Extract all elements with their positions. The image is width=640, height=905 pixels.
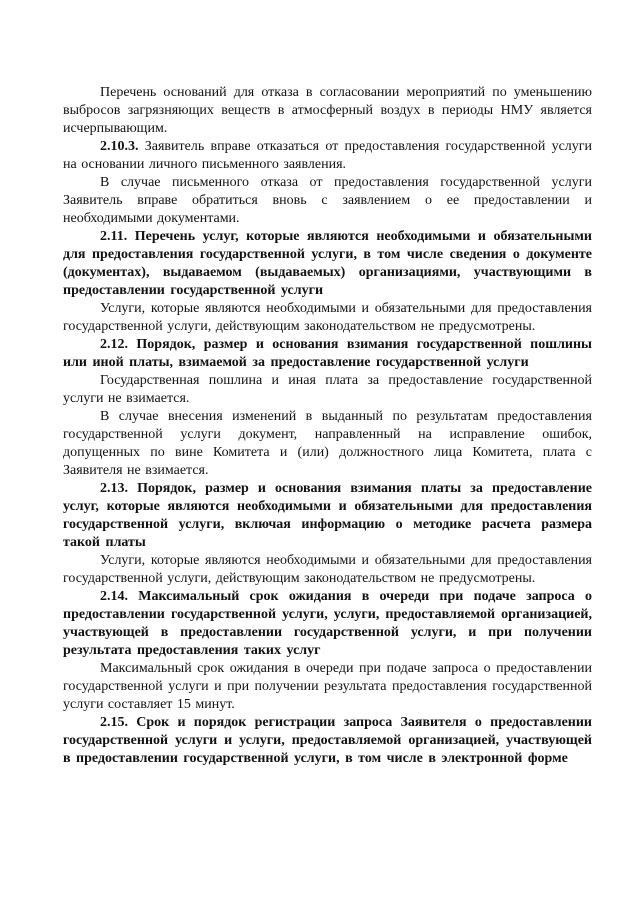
- heading-2-13: 2.13. Порядок, размер и основания взимания платы за предоставление услуг, которые являются необходимыми и обязательными для предоставления государственной услуги, включая информацию о методике расчета размера такой платы: [63, 481, 592, 550]
- paragraph-corrections-no-fee: В случае внесения изменений в выданный по результатам предоставления государственной услуги документ, направленный на исправление ошибок, допущенных по вине Комитета и (или) должностного лица Комитета, плата с Заявителя не взимается.: [63, 409, 592, 478]
- clause-2-10-3-number: 2.10.3.: [100, 139, 139, 154]
- heading-2-15: 2.15. Срок и порядок регистрации запроса Заявителя о предоставлении государственной услуги и услуги, предоставляемой организацией, участвующей в предоставлении государственной услуги, в том числе в электронной форме: [63, 715, 592, 766]
- paragraph-no-state-fee: Государственная пошлина и иная плата за предоставление государственной услуги не взимается.: [63, 373, 592, 406]
- heading-2-11: 2.11. Перечень услуг, которые являются необходимыми и обязательными для предоставления государственной услуги, в том числе сведения о документе (документах), выдаваемом (выдаваемых) организациями, участвующими в предоставлении государственной услуги: [63, 229, 592, 298]
- paragraph-nmu-refusal-grounds: Перечень оснований для отказа в согласовании мероприятий по уменьшению выбросов загрязняющих веществ в атмосферный воздух в периоды НМУ является исчерпывающим.: [63, 85, 592, 136]
- paragraph-repeat-application: В случае письменного отказа от предоставления государственной услуги Заявитель вправе обратиться вновь с заявлением о ее предоставлении и необходимыми документами.: [63, 175, 592, 226]
- heading-2-14: 2.14. Максимальный срок ожидания в очереди при подаче запроса о предоставлении государственной услуги, услуги, предоставляемой организацией, участвующей в предоставлении государственной услуги, и при получении результата предоставления таких услуг: [63, 589, 592, 658]
- paragraph-max-wait-time: Максимальный срок ожидания в очереди при подаче запроса о предоставлении государственной услуги и при получении результата предоставления государственной услуги составляет 15 минут.: [63, 661, 592, 712]
- heading-2-12: 2.12. Порядок, размер и основания взимания государственной пошлины или иной платы, взимаемой за предоставление государственной услуги: [63, 337, 592, 370]
- paragraph-services-not-stipulated-1: Услуги, которые являются необходимыми и обязательными для предоставления государственной услуги, действующим законодательством не предусмотрены.: [63, 301, 592, 334]
- paragraph-services-not-stipulated-2: Услуги, которые являются необходимыми и обязательными для предоставления государственной услуги, действующим законодательством не предусмотрены.: [63, 553, 592, 586]
- clause-2-10-3-text: Заявитель вправе отказаться от предоставления государственной услуги на основании личного письменного заявления.: [63, 139, 593, 172]
- clause-2-10-3: [63, 138, 592, 174]
